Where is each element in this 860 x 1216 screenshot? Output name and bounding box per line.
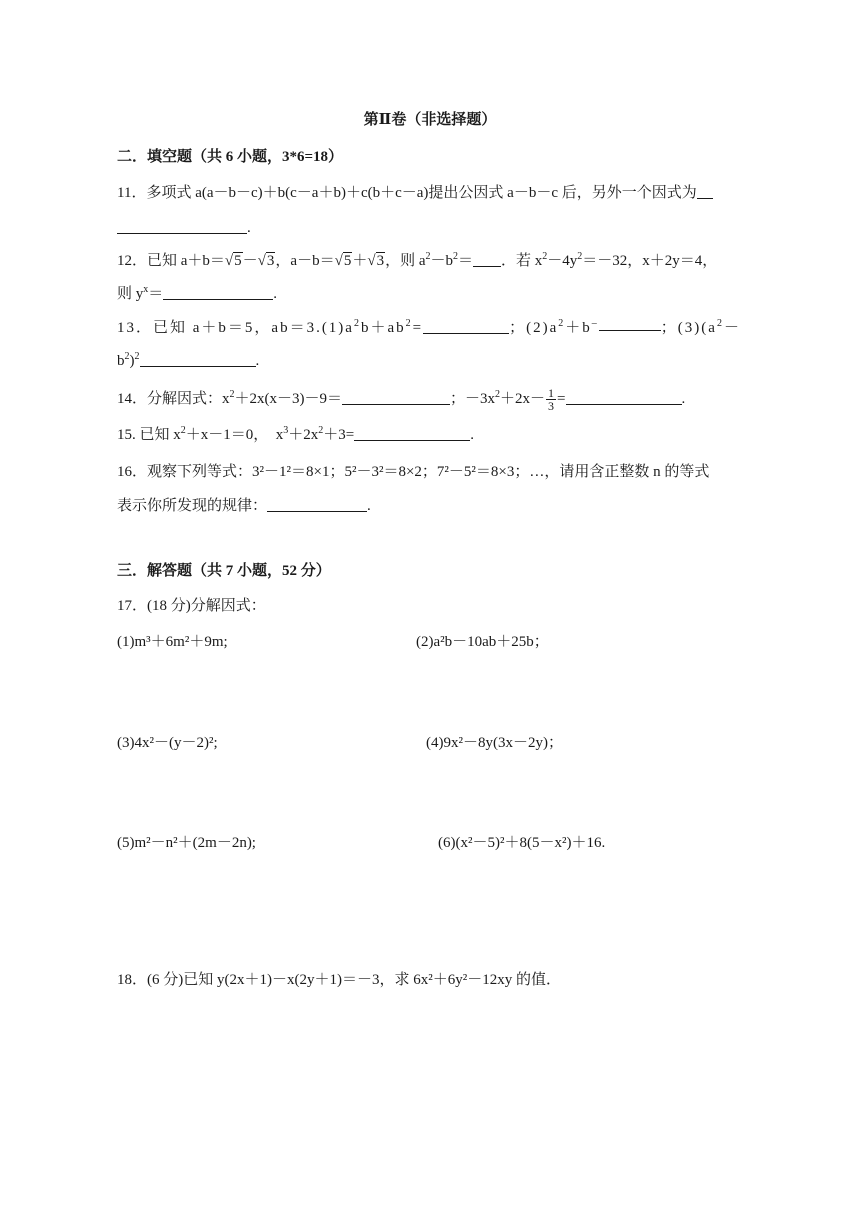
question-13-line2: $b^2)^2$ . xyxy=(117,351,260,369)
sqrt-5: √5 xyxy=(334,253,352,269)
answer-blank[interactable] xyxy=(140,352,256,367)
question-12-line2: 则 $y^x=$ . xyxy=(117,284,278,302)
question-11-line2: . xyxy=(117,218,251,238)
section-heading-solutions: 三．解答题（共 7 小题，52 分） xyxy=(117,563,331,579)
question-12: 12．已知 a＋b＝√5－√3，a－b＝√5＋√3，则 $a^2-b^2=$ ．若 $x^2-4y^2=-32$，x＋2y＝4， xyxy=(117,251,718,269)
question-17-item: (6)(x²－5)²＋8(5－x²)＋16. xyxy=(438,835,606,851)
fraction-one-third: $\frac{1}{3}$ xyxy=(548,386,555,414)
page-title: 第Ⅱ卷（非选择题） xyxy=(363,112,497,128)
question-17-item: (4)9x²－8y(3x－2y)； xyxy=(426,735,563,751)
sqrt-3: √3 xyxy=(257,253,275,269)
question-18: 18．(6 分)已知 y(2x＋1)－x(2y＋1)＝－3，求 6x²＋6y²－12xy 的值． xyxy=(117,972,561,988)
question-13: 13．已知 a＋b＝5，$ab=3.(1)a^2b+ab^2=$ ；$(2)a^2+b^-$ ；$(3)(a^2-$ xyxy=(117,318,741,336)
answer-blank[interactable] xyxy=(354,426,470,441)
question-17-item: (3)4x²－(y－2)²; xyxy=(117,735,218,751)
question-17-item: (2)a²b－10ab＋25b； xyxy=(416,634,549,650)
question-16-line2: 表示你所发现的规律： . xyxy=(117,498,371,514)
question-16: 16．观察下列等式：3²－1²＝8×1；5²－3²＝8×2；7²－5²＝8×3；…，请用含正整数 n 的等式 xyxy=(117,464,710,480)
answer-blank[interactable] xyxy=(423,319,509,334)
answer-blank[interactable] xyxy=(163,285,273,300)
question-17-title: 17．(18 分)分解因式： xyxy=(117,598,266,614)
answer-blank[interactable] xyxy=(342,390,450,405)
answer-blank[interactable] xyxy=(473,252,501,267)
section-heading-fill-in: 二．填空题（共 6 小题，3*6=18） xyxy=(117,149,344,165)
answer-blank[interactable] xyxy=(117,219,247,234)
question-17-item: (5)m²－n²＋(2m－2n); xyxy=(117,835,256,851)
answer-blank[interactable] xyxy=(566,390,682,405)
sqrt-5: √5 xyxy=(224,253,242,269)
sqrt-3: √3 xyxy=(367,253,385,269)
question-11-text: 11．多项式 a(a－b－c)＋b(c－a＋b)＋c(b＋c－a)提出公因式 a－b－c 后，另外一个因式为 xyxy=(117,185,697,201)
answer-blank[interactable] xyxy=(599,321,661,331)
question-14: 14．分解因式：$x^2+2x(x-3)-9=$ ；$-3x^2+2x-$ $\frac{1}{3}$ = . xyxy=(117,386,686,414)
question-15: 15. 已知 $x^2+x-1=0$， $x^3+2x^2+3=$ . xyxy=(117,425,475,443)
answer-blank[interactable] xyxy=(697,184,713,199)
question-17-item: (1)m³＋6m²＋9m; xyxy=(117,634,228,650)
answer-blank[interactable] xyxy=(267,497,367,512)
question-11 xyxy=(117,183,713,203)
